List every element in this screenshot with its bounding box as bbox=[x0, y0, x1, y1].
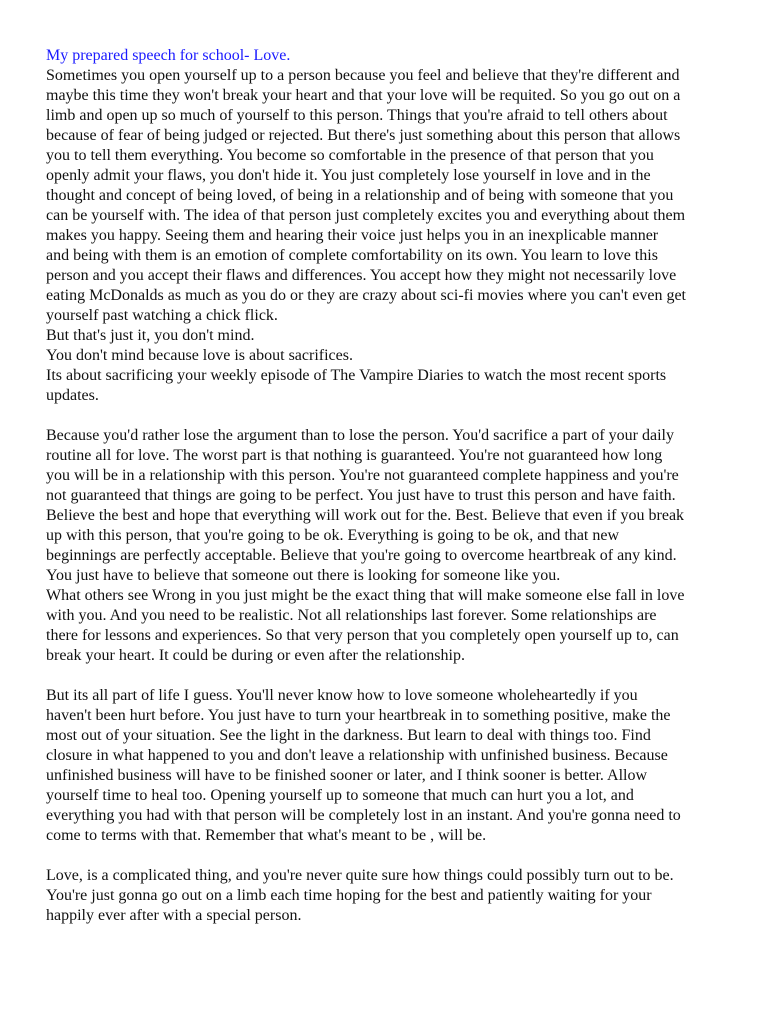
paragraph-gap bbox=[46, 846, 736, 866]
text-line: But its all part of life I guess. You'll never know how to love someone wholeheartedly if you bbox=[46, 687, 638, 704]
text-line: You just have to believe that someone out there is looking for someone like you. bbox=[46, 567, 561, 584]
text-line: makes you happy. Seeing them and hearing their voice just helps you in an inexplicable manner bbox=[46, 227, 659, 244]
text-line: yourself past watching a chick flick. bbox=[46, 307, 278, 324]
text-line: most out of your situation. See the light in the darkness. But learn to deal with things too. Find bbox=[46, 727, 651, 744]
text-line: You don't mind because love is about sacrifices. bbox=[46, 347, 353, 364]
text-line: You're just gonna go out on a limb each time hoping for the best and patiently waiting for your bbox=[46, 887, 652, 904]
text-line: there for lessons and experiences. So that very person that you completely open yourself up to, can bbox=[46, 627, 679, 644]
text-line: limb and open up so much of yourself to this person. Things that you're afraid to tell others about bbox=[46, 107, 668, 124]
paragraph-gap bbox=[46, 406, 736, 426]
text-line: haven't been hurt before. You just have to turn your heartbreak in to something positive, make the bbox=[46, 707, 671, 724]
text-line: Because you'd rather lose the argument than to lose the person. You'd sacrifice a part of your daily bbox=[46, 427, 674, 444]
text-line: and being with them is an emotion of complete comfortability on its own. You learn to love this bbox=[46, 247, 658, 264]
text-line: beginnings are perfectly acceptable. Believe that you're going to overcome heartbreak of any kind. bbox=[46, 547, 677, 564]
paragraph bbox=[46, 866, 736, 926]
text-line: happily ever after with a special person. bbox=[46, 907, 302, 924]
text-line: yourself time to heal too. Opening yourself up to someone that much can hurt you a lot, and bbox=[46, 787, 634, 804]
paragraph-gap bbox=[46, 666, 736, 686]
text-line: up with this person, that you're going to be ok. Everything is going to be ok, and that new bbox=[46, 527, 620, 544]
text-line: with you. And you need to be realistic. Not all relationships last forever. Some relationships are bbox=[46, 607, 657, 624]
text-line: because of fear of being judged or rejected. But there's just something about this person that allows bbox=[46, 127, 681, 144]
text-line: eating McDonalds as much as you do or they are crazy about sci-fi movies where you can't even get bbox=[46, 287, 686, 304]
text-line: not guaranteed that things are going to be perfect. You just have to trust this person and have faith. bbox=[46, 487, 676, 504]
text-line: break your heart. It could be during or even after the relationship. bbox=[46, 647, 465, 664]
document-title: My prepared speech for school- Love. bbox=[46, 47, 291, 64]
text-line: Sometimes you open yourself up to a person because you feel and believe that they're different and bbox=[46, 67, 680, 84]
text-line: Love, is a complicated thing, and you're never quite sure how things could possibly turn out to be. bbox=[46, 867, 674, 884]
text-line: can be yourself with. The idea of that person just completely excites you and everything about them bbox=[46, 207, 686, 224]
paragraph bbox=[46, 686, 736, 846]
text-line: closure in what happened to you and don't leave a relationship with unfinished business. Because bbox=[46, 747, 668, 764]
text-line: routine all for love. The worst part is that nothing is guaranteed. You're not guaranteed how long bbox=[46, 447, 663, 464]
paragraph bbox=[46, 66, 736, 406]
text-line: openly admit your flaws, you don't hide it. You just completely lose yourself in love and in the bbox=[46, 167, 651, 184]
text-line: person and you accept their flaws and differences. You accept how they might not necessarily love bbox=[46, 267, 677, 284]
text-line: Believe the best and hope that everything will work out for the. Best. Believe that even if you break bbox=[46, 507, 685, 524]
text-line: maybe this time they won't break your heart and that your love will be requited. So you go out on a bbox=[46, 87, 681, 104]
text-line: unfinished business will have to be finished sooner or later, and I think sooner is better. Allow bbox=[46, 767, 648, 784]
text-line: thought and concept of being loved, of being in a relationship and of being with someone that you bbox=[46, 187, 674, 204]
text-line: updates. bbox=[46, 387, 99, 404]
text-line: Its about sacrificing your weekly episode of The Vampire Diaries to watch the most recent sports bbox=[46, 367, 667, 384]
text-line: everything you had with that person will be completely lost in an instant. And you're gonna need to bbox=[46, 807, 681, 824]
paragraph bbox=[46, 426, 736, 666]
text-line: What others see Wrong in you just might be the exact thing that will make someone else fall in love bbox=[46, 587, 685, 604]
document-page bbox=[46, 46, 736, 926]
text-line: you will be in a relationship with this person. You're not guaranteed complete happiness and you're bbox=[46, 467, 679, 484]
text-line: come to terms with that. Remember that what's meant to be , will be. bbox=[46, 827, 487, 844]
text-line: you to tell them everything. You become so comfortable in the presence of that person that you bbox=[46, 147, 654, 164]
document-body bbox=[46, 66, 736, 926]
text-line: But that's just it, you don't mind. bbox=[46, 327, 255, 344]
